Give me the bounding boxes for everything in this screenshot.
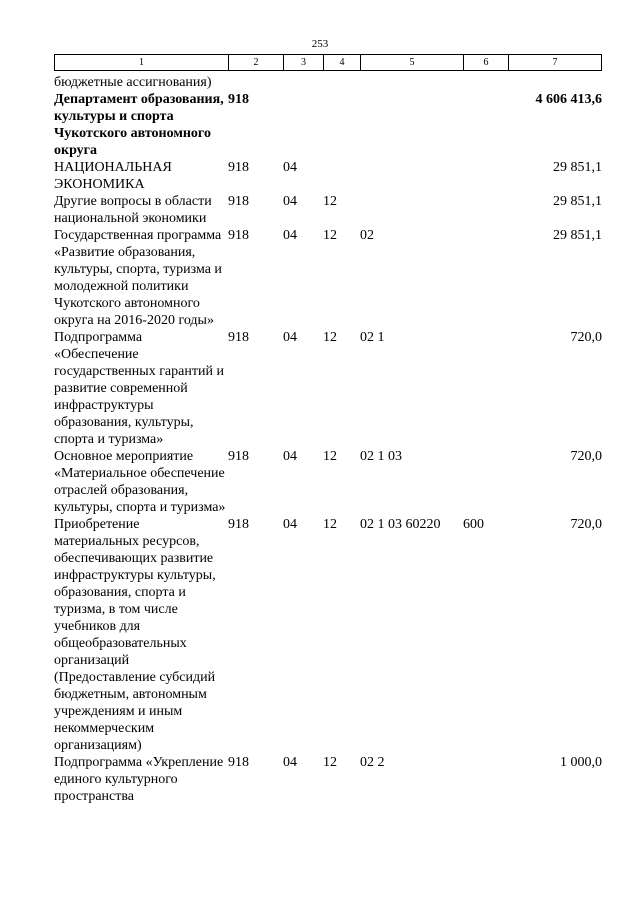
table-cell-col-4: 12: [323, 449, 337, 464]
table-cell-col-6: [463, 754, 508, 805]
table-row: [54, 754, 602, 805]
table-cell-col-1: бюджетные ассигнования): [54, 75, 212, 90]
table-cell-col-4: 12: [323, 194, 337, 209]
header-col-5: 5: [361, 55, 464, 70]
table-cell-col-3: 04: [283, 449, 297, 464]
table-cell-col-3: 04: [283, 755, 297, 770]
table-cell-col-5: [360, 193, 463, 227]
table-cell-col-4: [323, 74, 360, 91]
table-cell-col-1: Подпрограмма «Укрепление единого культурного пространства: [54, 755, 224, 804]
table-cell-col-7: 720,0: [570, 449, 602, 464]
table-cell-col-3: [283, 91, 323, 159]
table-cell-col-2: 918: [228, 92, 249, 107]
table-cell-col-6: [463, 227, 508, 329]
table-cell-col-4: 12: [323, 330, 337, 345]
table-cell-col-5: 02 1: [360, 330, 385, 345]
table-cell-col-4: [323, 91, 360, 159]
table-cell-col-3: [283, 74, 323, 91]
table-row: [54, 227, 602, 329]
table-cell-col-7: 1 000,0: [560, 755, 602, 770]
table-cell-col-6: [463, 159, 508, 193]
table-row: [54, 329, 602, 448]
table-row: [54, 516, 602, 754]
table-cell-col-6: [463, 74, 508, 91]
table-cell-col-5: 02 2: [360, 755, 385, 770]
table-cell-col-5: 02 1 03 60220: [360, 517, 441, 532]
table-cell-col-1: Государственная программа «Развитие образования, культуры, спорта, туризма и молодежной политики Чукотского автономного округа на 2016-2020 годы»: [54, 228, 222, 328]
table-cell-col-2: 918: [228, 449, 249, 464]
table-cell-col-7: [508, 74, 602, 91]
table-cell-col-6: 600: [463, 517, 484, 532]
table-cell-col-1: Приобретение материальных ресурсов, обеспечивающих развитие инфраструктуры культуры, образования, спорта и туризма, в том числе учебников для общеобразовательных организаций (Предоставление субсидий бюджетным, автономным учреждениям и иным некоммерческим организациям): [54, 517, 216, 753]
table-cell-col-6: [463, 193, 508, 227]
page-number: 253: [311, 38, 329, 50]
table-cell-col-6: [463, 448, 508, 516]
table-cell-col-4: 12: [323, 517, 337, 532]
header-col-1: 1: [55, 55, 229, 70]
table-cell-col-7: 29 851,1: [553, 160, 602, 175]
table-row: [54, 159, 602, 193]
table-cell-col-7: 4 606 413,6: [535, 92, 602, 107]
table-cell-col-4: [323, 159, 360, 193]
table-cell-col-2: 918: [228, 194, 249, 209]
table-cell-col-7: 720,0: [570, 517, 602, 532]
table-cell-col-3: 04: [283, 517, 297, 532]
table-cell-col-2: 918: [228, 160, 249, 175]
table-cell-col-5: [360, 91, 463, 159]
table-row: [54, 448, 602, 516]
table-cell-col-7: 29 851,1: [553, 194, 602, 209]
header-col-2: 2: [229, 55, 284, 70]
table-cell-col-6: [463, 329, 508, 448]
table-cell-col-7: 720,0: [570, 330, 602, 345]
table-cell-col-2: [228, 74, 283, 91]
table-row: [54, 193, 602, 227]
table-cell-col-2: 918: [228, 517, 249, 532]
table-cell-col-5: 02: [360, 228, 374, 243]
table-cell-col-3: 04: [283, 160, 297, 175]
table-cell-col-1: Другие вопросы в области национальной экономики: [54, 194, 212, 226]
table-cell-col-2: 918: [228, 755, 249, 770]
table-cell-col-3: 04: [283, 194, 297, 209]
table-cell-col-7: 29 851,1: [553, 228, 602, 243]
table-cell-col-3: 04: [283, 228, 297, 243]
table-cell-col-3: 04: [283, 330, 297, 345]
table-body: [54, 74, 602, 805]
table-cell-col-4: 12: [323, 755, 337, 770]
table-cell-col-1: Основное мероприятие «Материальное обеспечение отраслей образования, культуры, спорта и туризма»: [54, 449, 226, 515]
table-row: [54, 74, 602, 91]
table-cell-col-2: 918: [228, 228, 249, 243]
header-col-7: 7: [552, 57, 558, 68]
header-col-3: 3: [284, 55, 324, 70]
table-cell-col-4: 12: [323, 228, 337, 243]
table-cell-col-5: [360, 74, 463, 91]
table-cell-col-5: [360, 159, 463, 193]
table-cell-col-1: НАЦИОНАЛЬНАЯ ЭКОНОМИКА: [54, 160, 172, 192]
table-row: [54, 91, 602, 159]
header-col-6: 6: [464, 55, 509, 70]
header-col-4: 4: [324, 55, 361, 70]
table-header: [54, 54, 602, 71]
table-cell-col-1: Департамент образования, культуры и спорта Чукотского автономного округа: [54, 92, 224, 158]
table-cell-col-5: 02 1 03: [360, 449, 402, 464]
table-cell-col-2: 918: [228, 330, 249, 345]
table-cell-col-6: [463, 91, 508, 159]
table-cell-col-1: Подпрограмма «Обеспечение государственных гарантий и развитие современной инфраструктуры образования, культуры, спорта и туризма»: [54, 330, 224, 447]
